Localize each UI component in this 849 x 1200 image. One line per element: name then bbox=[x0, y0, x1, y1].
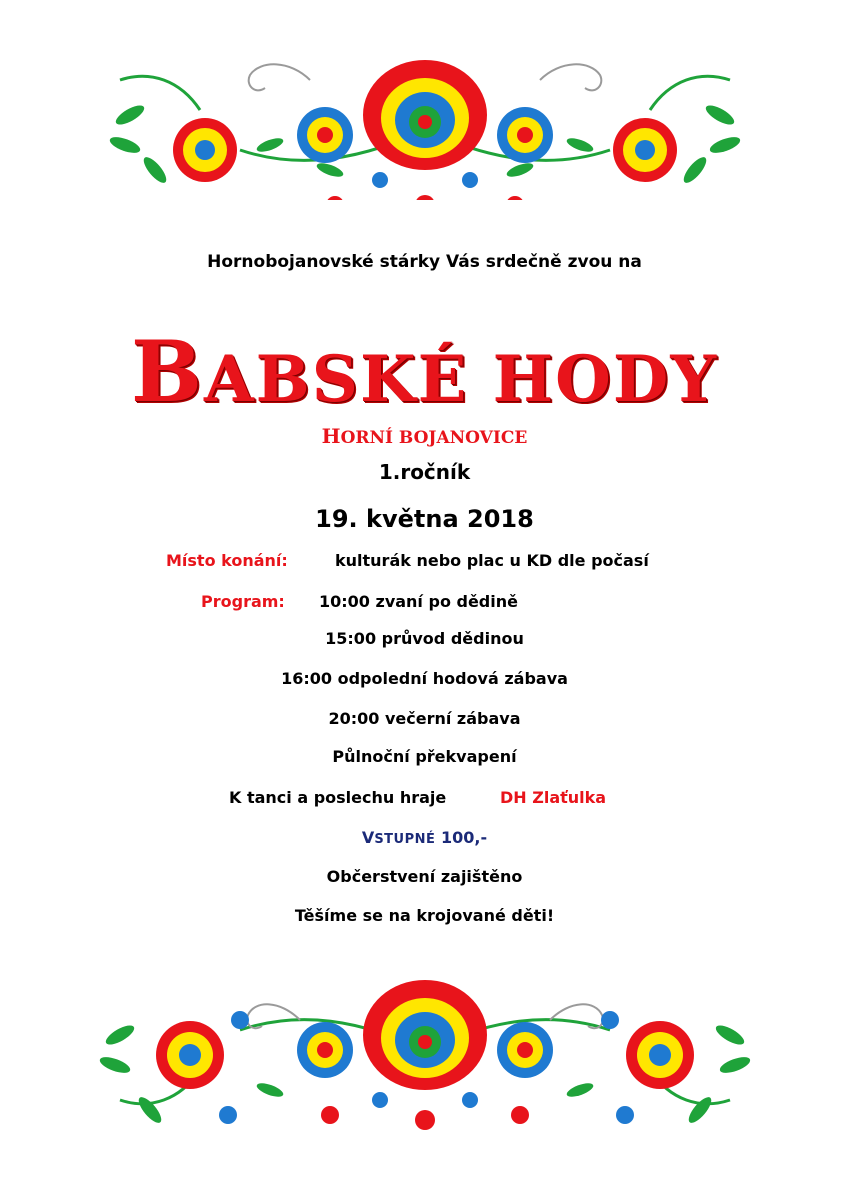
music-label: K tanci a poslechu hraje bbox=[229, 788, 447, 807]
program-item: 10:00 zvaní po dědině bbox=[319, 592, 518, 611]
program-label: Program: bbox=[201, 592, 285, 611]
event-title bbox=[0, 322, 849, 421]
venue-label: Místo konání: bbox=[166, 551, 288, 570]
bottom-folk-flower-ornament-icon bbox=[0, 970, 849, 1140]
title-rest: ABSKÉ HODY bbox=[203, 342, 719, 417]
intro-line: Hornobojanovské stárky Vás srdečně zvou na bbox=[207, 252, 642, 272]
venue-value: kulturák nebo plac u KD dle počasí bbox=[335, 551, 649, 570]
entry-price: 100,- bbox=[435, 828, 488, 847]
village-rest: ORNÍ BOJANOVICE bbox=[340, 428, 528, 448]
refreshments-note: Občerstvení zajištěno bbox=[326, 867, 523, 886]
program-item: 20:00 večerní zábava bbox=[328, 709, 521, 728]
program-item: 15:00 průvod dědinou bbox=[325, 629, 524, 648]
village-name bbox=[0, 424, 849, 448]
top-folk-flower-ornament-icon bbox=[0, 40, 849, 200]
entry-initial: V bbox=[361, 828, 375, 847]
closing-line: Těšíme se na krojované děti! bbox=[294, 906, 555, 925]
entry-rest: STUPNÉ bbox=[374, 832, 436, 847]
edition-label: 1.ročník bbox=[378, 460, 471, 484]
event-date: 19. května 2018 bbox=[315, 505, 534, 533]
village-initial: H bbox=[321, 424, 341, 448]
program-item: 16:00 odpolední hodová zábava bbox=[281, 669, 568, 688]
program-item: Půlnoční překvapení bbox=[332, 747, 517, 766]
title-initial: B bbox=[130, 322, 204, 421]
band-name: DH Zlaťulka bbox=[500, 788, 607, 807]
entry-fee bbox=[0, 828, 849, 847]
